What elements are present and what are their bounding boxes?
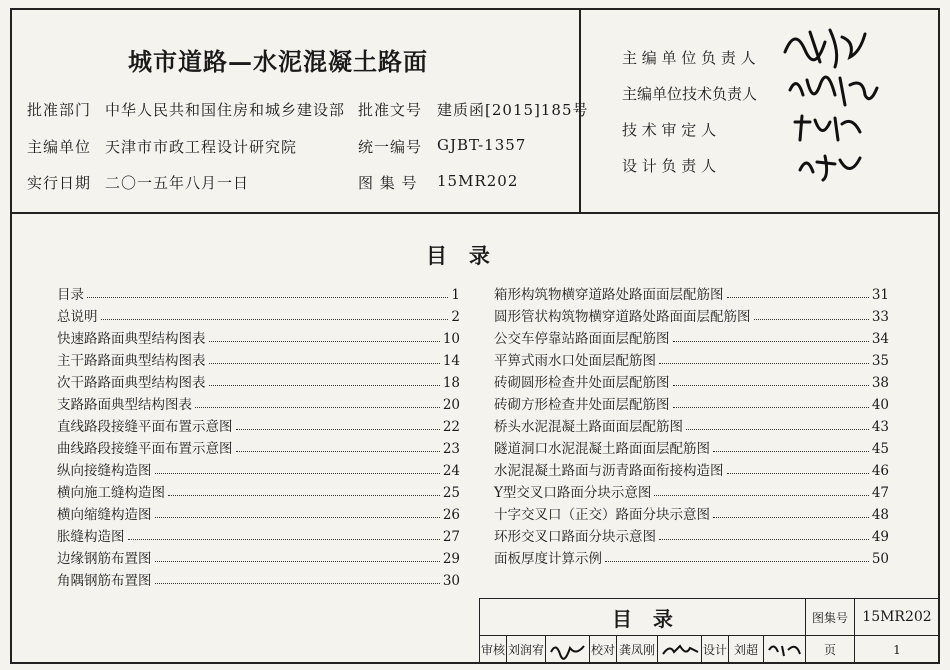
dot-leader: [727, 473, 869, 474]
signature-3: [790, 112, 865, 144]
toc-entry-title: 曲线路段接缝平面布置示意图: [57, 441, 233, 457]
dot-leader: [673, 407, 869, 408]
toc-entry-page: 46: [871, 463, 889, 479]
toc-entry-title: 平箅式雨水口处面层配筋图: [494, 353, 656, 369]
toc-entry-title: 桥头水泥混凝土路面面层配筋图: [494, 419, 683, 435]
dot-leader: [155, 561, 440, 562]
toc-entry[interactable]: [57, 569, 460, 589]
toc-entry-title: 水泥混凝土路面与沥青路面衔接构造图: [494, 463, 724, 479]
toc-entry-title: 直线路段接缝平面布置示意图: [57, 419, 233, 435]
signer-role: 设 计 负 责 人: [622, 157, 717, 175]
toc-entry-page: 26: [442, 507, 460, 523]
toc-entry-title: 角隅钢筋布置图: [57, 573, 152, 589]
toc-entry-title: 次干路路面典型结构图表: [57, 375, 206, 391]
toc-entry[interactable]: [494, 547, 889, 567]
editor-unit-label: 主编单位: [27, 138, 92, 156]
toc-entry[interactable]: [57, 327, 460, 347]
toc-entry-page: 45: [871, 441, 889, 457]
dot-leader: [659, 363, 869, 364]
dot-leader: [155, 517, 440, 518]
atlas-no-value: 15MR202: [854, 598, 940, 636]
toc-entry-title: 胀缝构造图: [57, 529, 125, 545]
signer-role: 主编单位技术负责人: [622, 85, 758, 103]
toc-entry[interactable]: [494, 327, 889, 347]
unified-no-label: 统一编号: [358, 138, 423, 156]
dot-leader: [209, 363, 440, 364]
signature-4: [795, 150, 865, 182]
signature-2: [785, 70, 880, 110]
toc-entry-title: 边缘钢筋布置图: [57, 551, 152, 567]
toc-entry-title: 快速路路面典型结构图表: [57, 331, 206, 347]
toc-entry-page: 40: [871, 397, 889, 413]
toc-entry[interactable]: [57, 503, 460, 523]
atlas-no-label: 图集号: [805, 598, 855, 636]
toc-entry-page: 33: [871, 309, 889, 325]
signature-1: [780, 22, 870, 72]
toc-entry-title: 环形交叉口路面分块示意图: [494, 529, 656, 545]
toc-entry-page: 14: [442, 353, 460, 369]
toc-entry-page: 22: [442, 419, 460, 435]
dot-leader: [727, 297, 869, 298]
page-label: 页: [805, 635, 855, 664]
toc-entry[interactable]: [57, 393, 460, 413]
toc-entry[interactable]: [57, 349, 460, 369]
dot-leader: [87, 297, 448, 298]
dot-leader: [155, 583, 440, 584]
approval-no-value: 建质函[2015]185号: [437, 101, 589, 119]
effective-date-value: 二〇一五年八月一日: [105, 174, 250, 192]
toc-entry[interactable]: [494, 371, 889, 391]
toc-entry[interactable]: [494, 393, 889, 413]
toc-entry-title: 总说明: [57, 309, 98, 325]
dot-leader: [673, 341, 869, 342]
toc-entry[interactable]: [57, 415, 460, 435]
dot-leader: [654, 495, 868, 496]
toc-entry-page: 18: [442, 375, 460, 391]
page-value: 1: [854, 635, 940, 664]
dot-leader: [168, 495, 440, 496]
toc-entry-page: 38: [871, 375, 889, 391]
toc-entry-title: 主干路路面典型结构图表: [57, 353, 206, 369]
toc-entry-title: Y型交叉口路面分块示意图: [494, 485, 652, 501]
dot-leader: [605, 561, 869, 562]
checker-name: 龚凤刚: [616, 635, 658, 664]
toc-entry-page: 35: [871, 353, 889, 369]
dot-leader: [195, 407, 440, 408]
dot-leader: [209, 341, 440, 342]
toc-entry-title: 面板厚度计算示例: [494, 551, 602, 567]
toc-entry-page: 2: [451, 309, 460, 325]
toc-entry-page: 23: [442, 441, 460, 457]
atlas-no-value: 15MR202: [437, 172, 519, 190]
toc-entry-page: 24: [442, 463, 460, 479]
dot-leader: [686, 429, 869, 430]
toc-entry-page: 25: [442, 485, 460, 501]
toc-entry-page: 20: [442, 397, 460, 413]
checker-signature: [657, 635, 702, 664]
toc-entry[interactable]: [57, 547, 460, 567]
toc-entry-title: 横向缩缝构造图: [57, 507, 152, 523]
toc-entry-page: 47: [871, 485, 889, 501]
editor-unit-value: 天津市市政工程设计研究院: [105, 138, 298, 156]
approval-dept-value: 中华人民共和国住房和城乡建设部: [105, 101, 346, 119]
dot-leader: [101, 319, 449, 320]
dot-leader: [713, 451, 869, 452]
reviewer-name: 刘润宥: [506, 635, 546, 664]
toc-entry[interactable]: [494, 481, 889, 501]
atlas-no-label: 图 集 号: [358, 174, 418, 192]
toc-entry-page: 1: [451, 287, 460, 303]
toc-entry[interactable]: [57, 525, 460, 545]
toc-entry-title: 砖砌圆形检查井处面层配筋图: [494, 375, 670, 391]
toc-entry-page: 49: [871, 529, 889, 545]
toc-entry-title: 圆形管状构筑物横穿道路处路面面层配筋图: [494, 309, 751, 325]
toc-entry[interactable]: [494, 437, 889, 457]
approval-no-label: 批准文号: [358, 101, 423, 119]
toc-entry[interactable]: [57, 437, 460, 457]
dot-leader: [236, 429, 440, 430]
effective-date-label: 实行日期: [27, 174, 92, 192]
toc-entry-page: 30: [442, 573, 460, 589]
toc-entry-page: 48: [871, 507, 889, 523]
toc-entry[interactable]: [57, 481, 460, 501]
designer-name: 刘超: [728, 635, 764, 664]
title-block-name: 目 录: [479, 598, 806, 636]
unified-no-value: GJBT-1357: [437, 136, 527, 154]
dot-leader: [236, 451, 440, 452]
toc-entry-title: 公交车停靠站路面面层配筋图: [494, 331, 670, 347]
review-label: 审核: [479, 635, 507, 664]
toc-entry[interactable]: [494, 503, 889, 523]
toc-entry[interactable]: [494, 349, 889, 369]
toc-entry-page: 34: [871, 331, 889, 347]
toc-entry[interactable]: [57, 371, 460, 391]
designer-signature: [763, 635, 806, 664]
reviewer-signature: [545, 635, 590, 664]
dot-leader: [673, 385, 869, 386]
toc-entry-title: 砖砌方形检查井处面层配筋图: [494, 397, 670, 413]
toc-entry-title: 目录: [57, 287, 84, 303]
toc-entry[interactable]: [57, 459, 460, 479]
toc-entry-page: 50: [871, 551, 889, 567]
toc-entry[interactable]: [494, 415, 889, 435]
approval-dept-label: 批准部门: [27, 101, 92, 119]
toc-entry-page: 29: [442, 551, 460, 567]
toc-entry-page: 31: [871, 287, 889, 303]
toc-heading: 目 录: [426, 243, 490, 268]
check-label: 校对: [589, 635, 617, 664]
document-title: 城市道路—水泥混凝土路面: [128, 47, 428, 76]
dot-leader: [754, 319, 869, 320]
design-label: 设计: [701, 635, 729, 664]
dot-leader: [128, 539, 440, 540]
toc-entry[interactable]: [494, 525, 889, 545]
dot-leader: [209, 385, 440, 386]
toc-entry[interactable]: [57, 305, 460, 325]
dot-leader: [155, 473, 440, 474]
toc-entry[interactable]: [494, 305, 889, 325]
toc-entry-title: 隧道洞口水泥混凝土路面面层配筋图: [494, 441, 710, 457]
toc-entry-title: 十字交叉口（正交）路面分块示意图: [494, 507, 710, 523]
toc-entry-page: 27: [442, 529, 460, 545]
toc-entry[interactable]: [494, 283, 889, 303]
toc-entry-title: 箱形构筑物横穿道路处路面面层配筋图: [494, 287, 724, 303]
dot-leader: [659, 539, 869, 540]
toc-entry[interactable]: [57, 283, 460, 303]
toc-entry-title: 纵向接缝构造图: [57, 463, 152, 479]
dot-leader: [713, 517, 869, 518]
signer-role: 技 术 审 定 人: [622, 121, 717, 139]
signer-role: 主 编 单 位 负 责 人: [622, 49, 756, 67]
toc-entry-page: 10: [442, 331, 460, 347]
toc-entry[interactable]: [494, 459, 889, 479]
toc-entry-title: 横向施工缝构造图: [57, 485, 165, 501]
toc-entry-title: 支路路面典型结构图表: [57, 397, 192, 413]
toc-entry-page: 43: [871, 419, 889, 435]
